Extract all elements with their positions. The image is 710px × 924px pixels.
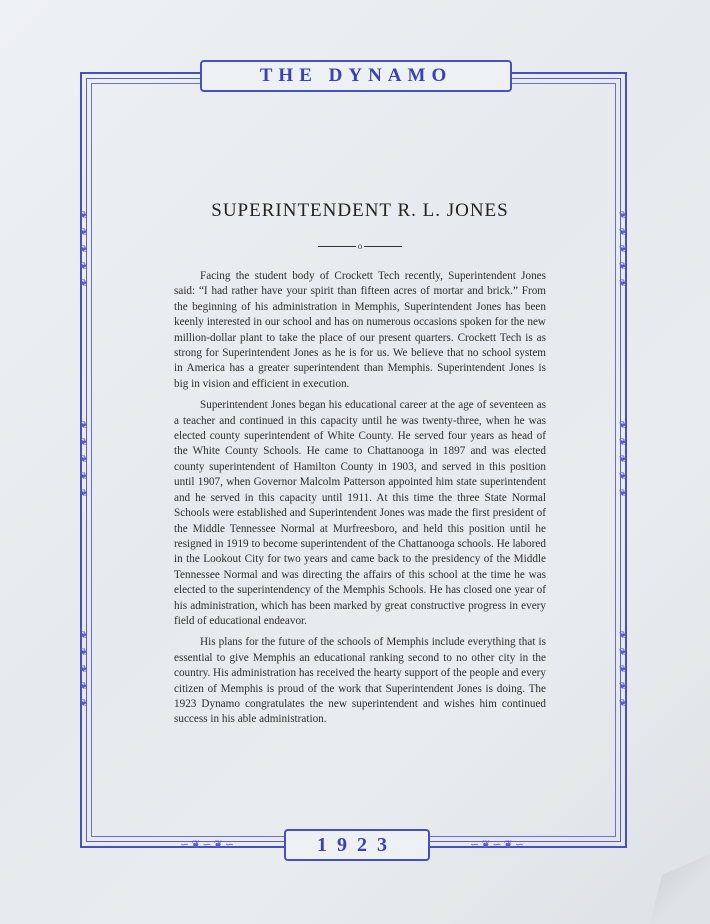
paragraph-2: Superintendent Jones began his educational career at the age of seventeen as a teacher and continued in this capacity until he was twenty-three, when he was elected county superintendent of White County. He served four years as head of the White County Schools. He came to Chattanooga in 1897 and was elected county superintendent of Hamilton County in 1903, and served in this position until 1907, when Governor Malcolm Patterson appointed him state superintendent and he served in this capacity until 1911. At this time the three State Normal Schools were established and Superintendent Jones was made the first president of the Middle Tennessee Normal at Murfreesboro, and held this position until he resigned in 1919 to become superintendent of the Chattanooga schools. He labored in the Lookout City for two years and came back to the presidency of the Middle Tennessee Normal and was directing the affairs of this school at the time he was elected to the superintendency of the Memphis Schools. He has closed one year of his administration, which has been marked by great constructive progress in every field of educational endeavor. xyxy=(174,399,546,627)
header-banner: THE DYNAMO xyxy=(200,60,512,92)
paragraph-1: Facing the student body of Crockett Tech recently, Superintendent Jones said: “I had rather have your spirit than fifteen acres of mortar and brick.” From the beginning of his administration in Memphis, Superintendent Jones has been keenly interested in our school and has on numerous occasions spoken for the new million-dollar plant to take the place of our present quarters. Crockett Tech is as strong for Superintendent Jones as he is for us. We believe that no school system in America has a greater superintendent than Memphis. Superintendent Jones is big in vision and efficient in execution. xyxy=(174,270,546,390)
right-ornament-top: ❦ ❦ ❦ ❦ ❦ xyxy=(618,210,628,289)
bottom-left-ornament: ∽❦∽❦∽ xyxy=(180,839,237,851)
paragraph-3: His plans for the future of the schools of Memphis include everything that is essential to give Memphis an educational ranking second to no other city in the country. His administration has received the hearty support of the people and every citizen of Memphis is proud of the work that Superintendent Jones is doing. The 1923 Dynamo congratulates the new superintendent and wishes him continued success in his able administration. xyxy=(174,636,546,726)
left-ornament-middle: ❦ ❦ ❦ ❦ ❦ xyxy=(79,420,89,499)
bottom-right-ornament: ∽❦∽❦∽ xyxy=(470,839,527,851)
left-ornament-bottom: ❦ ❦ ❦ ❦ ❦ xyxy=(79,630,89,709)
right-ornament-middle: ❦ ❦ ❦ ❦ ❦ xyxy=(618,420,628,499)
title-divider xyxy=(318,242,402,251)
divider-dot: o xyxy=(357,241,363,251)
right-ornament-bottom: ❦ ❦ ❦ ❦ ❦ xyxy=(618,630,628,709)
article-title: SUPERINTENDENT R. L. JONES xyxy=(211,200,509,221)
left-ornament-top: ❦ ❦ ❦ ❦ ❦ xyxy=(79,210,89,289)
article xyxy=(174,200,546,734)
footer-year-banner: 1923 xyxy=(284,829,430,861)
